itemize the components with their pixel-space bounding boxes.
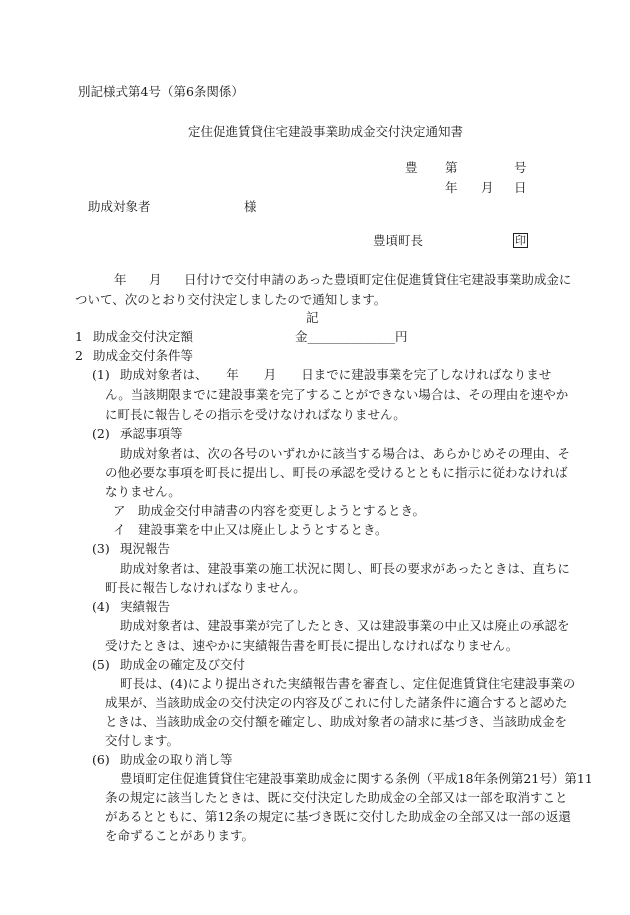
condition-2-sub-i: イ 建設事業を中止又は廃止しようとするとき。 [113, 522, 388, 537]
intro-year: 年 [114, 272, 127, 287]
date-year: 年 [445, 180, 458, 195]
condition-3-title: 現況報告 [120, 541, 171, 556]
condition-6-line1: 豊頃町定住促進賃貸住宅建設事業助成金に関する条例（平成18年条例第21号）第11 [120, 771, 593, 786]
item2-number: 2 [75, 348, 83, 363]
condition-3-line1: 助成対象者は、建設事業の施工状況に関し、町長の要求があったときは、直ちに [120, 561, 570, 576]
condition-3-number: (3) [92, 541, 110, 556]
condition-4-number: (4) [92, 599, 110, 614]
condition-5-title: 助成金の確定及び交付 [120, 657, 246, 672]
condition-1-line1: 助成対象者は、 年 月 日までに建設事業を完了しなければなりませ [120, 367, 552, 382]
amount-unit: 円 [395, 329, 408, 344]
condition-5-number: (5) [92, 657, 110, 672]
condition-5-line2: 成果が、当該助成金の交付決定の内容及びこれに付した諸条件に適合すると認めた [105, 695, 568, 710]
recipient-label: 助成対象者 [88, 199, 151, 214]
date-month: 月 [481, 180, 494, 195]
condition-1-number: (1) [92, 367, 110, 382]
intro-month: 月 [149, 272, 162, 287]
doc-number-go: 号 [514, 160, 527, 175]
condition-2-line3: なりません。 [105, 484, 181, 499]
condition-5-line1: 町長は、(4)により提出された実績報告書を審査し、定住促進賃貸住宅建設事業の [120, 676, 576, 691]
condition-4-line1: 助成対象者は、建設事業が完了したとき、又は建設事業の中止又は廃止の承認を [120, 618, 570, 633]
condition-2-sub-a: ア 助成金交付申請書の内容を変更しようとするとき。 [113, 503, 426, 518]
issuer-name: 豊頃町長 [373, 233, 424, 248]
intro-text-line1: 日付けで交付申請のあった豊頃町定住促進賃貸住宅建設事業助成金に [184, 272, 572, 287]
amount-prefix: 金 [295, 329, 308, 344]
date-day: 日 [514, 180, 527, 195]
condition-6-line3: があるとともに、第12条の規定に基づき既に交付した助成金の全部又は一部の返還 [105, 809, 571, 824]
doc-number-dai: 第 [445, 160, 458, 175]
doc-number-prefix: 豊 [405, 160, 418, 175]
item1-number: 1 [75, 329, 83, 344]
condition-2-number: (2) [92, 426, 110, 441]
amount-blank: ______________ [307, 329, 396, 344]
condition-5-line4: 交付します。 [105, 733, 180, 748]
condition-3-line2: 町長に報告しなければなりません。 [105, 580, 306, 595]
condition-5-line3: ときは、当該助成金の交付額を確定し、助成対象者の請求に基づき、当該助成金を [105, 714, 568, 729]
ki-label: 記 [306, 310, 319, 325]
condition-4-line2: 受けたときは、速やかに実績報告書を町長に提出しなければなりません。 [105, 638, 519, 653]
document-title: 定住促進賃貸住宅建設事業助成金交付決定通知書 [188, 124, 464, 139]
recipient-honorific: 様 [244, 199, 257, 214]
condition-6-title: 助成金の取り消し等 [120, 752, 233, 767]
condition-6-line2: 条の規定に該当したときは、既に交付決定した助成金の全部又は一部を取消すこと [105, 790, 568, 805]
condition-1-line2: ん。当該期限までに建設事業を完了することができない場合は、その理由を速やか [105, 387, 569, 402]
form-label: 別記様式第4号（第6条関係） [78, 84, 244, 99]
condition-6-number: (6) [92, 752, 110, 767]
condition-6-line4: を命ずることがあります。 [105, 828, 255, 843]
item1-amount [295, 331, 408, 344]
seal-mark: 印 [515, 234, 526, 247]
condition-4-title: 実績報告 [120, 599, 171, 614]
intro-text-line2: ついて、次のとおり交付決定しましたので通知します。 [75, 292, 387, 307]
condition-2-title: 承認事項等 [120, 426, 183, 441]
item2-label: 助成金交付条件等 [93, 348, 194, 363]
item1-label: 助成金交付決定額 [93, 329, 194, 344]
condition-1-line3: に町長に報告しその指示を受けなければなりません。 [105, 407, 406, 422]
condition-2-line1: 助成対象者は、次の各号のいずれかに該当する場合は、あらかじめその理由、そ [120, 446, 571, 461]
condition-2-line2: の他必要な事項を町長に提出し、町長の承認を受けるとともに指示に従わなければ [105, 465, 568, 480]
